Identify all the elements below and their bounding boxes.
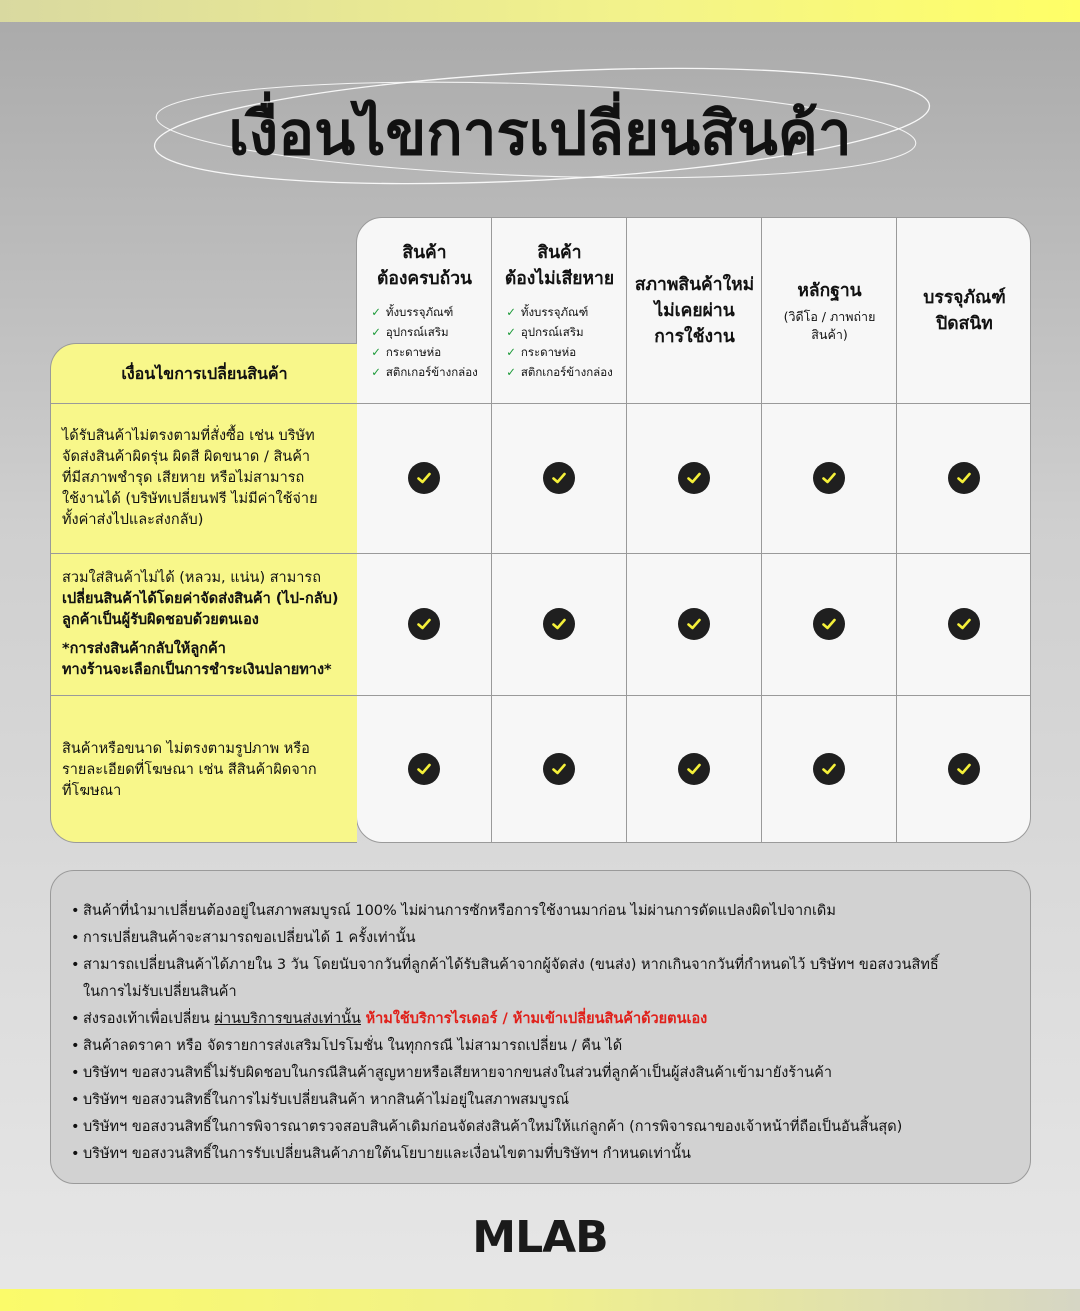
note-item: • บริษัทฯ ขอสงวนสิทธิ์ไม่รับผิดชอบในกรณีสินค้าสูญหายหรือเสียหายจากขนส่งในส่วนที่ลูกค้าเป็นผู้ส่งสินค้าเข้ามายังร้านค้า [71, 1060, 1000, 1087]
check-circle-icon [948, 753, 980, 785]
column-item-list [371, 302, 478, 382]
list-item: ✓ ทั้งบรรจุภัณฑ์ [371, 305, 454, 319]
check-mark-icon: ✓ [371, 365, 381, 379]
grid-line [357, 403, 1031, 404]
check-mark-icon: ✓ [371, 325, 381, 339]
row-label-line: ที่โฆษณา [62, 782, 122, 799]
note-item: • การเปลี่ยนสินค้าจะสามารถขอเปลี่ยนได้ 1 ครั้งเท่านั้น [71, 925, 1000, 952]
note-item-continued: ในการไม่รับเปลี่ยนสินค้า [83, 984, 237, 1000]
column-title: บรรจุภัณฑ์ [923, 287, 1006, 308]
check-circle-icon [678, 608, 710, 640]
check-circle-icon [948, 608, 980, 640]
list-item: ✓ ทั้งบรรจุภัณฑ์ [506, 305, 589, 319]
row-label-line: สินค้าหรือขนาด ไม่ตรงตามรูปภาพ หรือ [62, 740, 310, 757]
check-circle-icon [408, 462, 440, 494]
row-label-line: สวมใส่สินค้าไม่ได้ (หลวม, แน่น) สามารถ [62, 570, 321, 586]
check-circle-icon [948, 462, 980, 494]
row-label-line: ทั้งค่าส่งไปและส่งกลับ) [62, 512, 204, 528]
check-circle-icon [543, 753, 575, 785]
check-mark-icon: ✓ [506, 305, 516, 319]
check-mark-icon: ✓ [506, 345, 516, 359]
row-label-bold-line: ทางร้านจะเลือกเป็นการชำระเงินปลายทาง* [62, 662, 332, 678]
column-header-complete [357, 218, 492, 403]
note-item: • สามารถเปลี่ยนสินค้าได้ภายใน 3 วัน โดยนับจากวันที่ลูกค้าได้รับสินค้าจากผู้จัดส่ง (ขนส่ง) หากเกินจากวันที่กำหนดไว้ บริษัทฯ ขอสงวนสิทธิ์ [71, 952, 1000, 979]
check-circle-icon [408, 753, 440, 785]
row-header-column [50, 343, 357, 843]
grid-line [357, 553, 1031, 554]
check-circle-icon [678, 753, 710, 785]
check-circle-icon [678, 462, 710, 494]
row-label-bold-line: ลูกค้าเป็นผู้รับผิดชอบด้วยตนเอง [62, 612, 259, 628]
row-label-size-fit [51, 554, 357, 695]
note-item-shipping [71, 1006, 1000, 1033]
column-title: สินค้า [537, 243, 582, 263]
notes-panel [50, 870, 1031, 1184]
list-item: ✓ กระดาษห่อ [371, 345, 442, 359]
page-title: เงื่อนไขการเปลี่ยนสินค้า [228, 99, 852, 169]
row-label-line: ที่มีสภาพชำรุด เสียหาย หรือไม่สามารถ [62, 470, 305, 486]
check-circle-icon [408, 608, 440, 640]
column-title: ปิดสนิท [936, 313, 993, 334]
note-item: • สินค้าลดราคา หรือ จัดรายการส่งเสริมโปรโมชั่น ในทุกกรณี ไม่สามารถเปลี่ยน / คืน ได้ [71, 1033, 1000, 1060]
column-item-list [506, 302, 613, 382]
row-label-wrong-item [51, 404, 357, 553]
column-title: การใช้งาน [654, 326, 735, 347]
grid-line [761, 218, 762, 843]
check-circle-icon [813, 753, 845, 785]
list-item: ✓ อุปกรณ์เสริม [506, 325, 584, 339]
column-header-evidence [762, 218, 897, 403]
note-warning-text: ห้ามใช้บริการไรเดอร์ / ห้ามเข้าเปลี่ยนสินค้าด้วยตนเอง [365, 1011, 708, 1027]
note-item: • สินค้าที่นำมาเปลี่ยนต้องอยู่ในสภาพสมบูรณ์ 100% ไม่ผ่านการซักหรือการใช้งานมาก่อน ไม่ผ่านการดัดแปลงผิดไปจากเดิม [71, 898, 1000, 925]
note-item: • บริษัทฯ ขอสงวนสิทธิ์ในการพิจารณาตรวจสอบสินค้าเดิมก่อนจัดส่งสินค้าใหม่ให้แก่ลูกค้า (การพิจารณาของเจ้าหน้าที่ถือเป็นอันสิ้นสุด) [71, 1114, 1000, 1141]
column-header-undamaged [492, 218, 627, 403]
list-item: ✓ กระดาษห่อ [506, 345, 577, 359]
title-area [0, 58, 1080, 198]
note-underlined-text: ผ่านบริการขนส่งเท่านั้น [214, 1011, 361, 1027]
check-circle-icon [543, 462, 575, 494]
row-label-line: จัดส่งสินค้าผิดรุ่น ผิดสี ผิดขนาด / สินค้า [62, 449, 311, 465]
row-label-mismatch-ad [51, 696, 357, 843]
column-title: สินค้า [402, 243, 447, 263]
conditions-table [356, 217, 1031, 843]
check-mark-icon: ✓ [371, 305, 381, 319]
check-mark-icon: ✓ [506, 325, 516, 339]
bottom-accent-band [0, 1289, 1080, 1311]
row-header-title: เงื่อนไขการเปลี่ยนสินค้า [121, 364, 288, 383]
grid-line [491, 218, 492, 843]
row-label-line: ใช้งานได้ (บริษัทเปลี่ยนฟรี ไม่มีค่าใช้จ่าย [62, 491, 318, 507]
column-title: ไม่เคยผ่าน [654, 300, 735, 321]
column-subtitle: (วิดีโอ / ภาพถ่ายสินค้า) [783, 308, 876, 342]
column-title: ต้องไม่เสียหาย [504, 269, 615, 289]
check-circle-icon [543, 608, 575, 640]
row-label-line: ได้รับสินค้าไม่ตรงตามที่สั่งซื้อ เช่น บริษัท [62, 428, 315, 444]
note-item: • บริษัทฯ ขอสงวนสิทธิ์ในการรับเปลี่ยนสินค้าภายใต้นโยบายและเงื่อนไขตามที่บริษัทฯ กำหนดเท่านั้น [71, 1141, 1000, 1168]
list-item: ✓ สติกเกอร์ข้างกล่อง [506, 365, 613, 379]
notes-list [71, 898, 1000, 1168]
brand-logo: MLAB [472, 1212, 608, 1263]
column-title: ต้องครบถ้วน [376, 269, 473, 289]
check-circle-icon [813, 608, 845, 640]
column-header-new-condition [627, 218, 762, 403]
check-mark-icon: ✓ [371, 345, 381, 359]
note-item: • บริษัทฯ ขอสงวนสิทธิ์ในการไม่รับเปลี่ยนสินค้า หากสินค้าไม่อยู่ในสภาพสมบูรณ์ [71, 1087, 1000, 1114]
top-accent-band [0, 0, 1080, 22]
row-label-bold-line: *การส่งสินค้ากลับให้ลูกค้า [62, 641, 226, 657]
check-mark-icon: ✓ [506, 365, 516, 379]
grid-line [896, 218, 897, 843]
grid-line [357, 695, 1031, 696]
column-title: หลักฐาน [797, 280, 862, 301]
list-item: ✓ สติกเกอร์ข้างกล่อง [371, 365, 478, 379]
row-label-line: รายละเอียดที่โฆษณา เช่น สีสินค้าผิดจาก [62, 761, 317, 778]
list-item: ✓ อุปกรณ์เสริม [371, 325, 449, 339]
column-header-sealed-package [897, 218, 1031, 403]
check-circle-icon [813, 462, 845, 494]
note-text: ส่งรองเท้าเพื่อเปลี่ยน [83, 1011, 215, 1027]
row-label-bold-line: เปลี่ยนสินค้าได้โดยค่าจัดส่งสินค้า (ไป-กลับ) [62, 591, 339, 607]
grid-line [626, 218, 627, 843]
column-title: สภาพสินค้าใหม่ [634, 274, 755, 295]
